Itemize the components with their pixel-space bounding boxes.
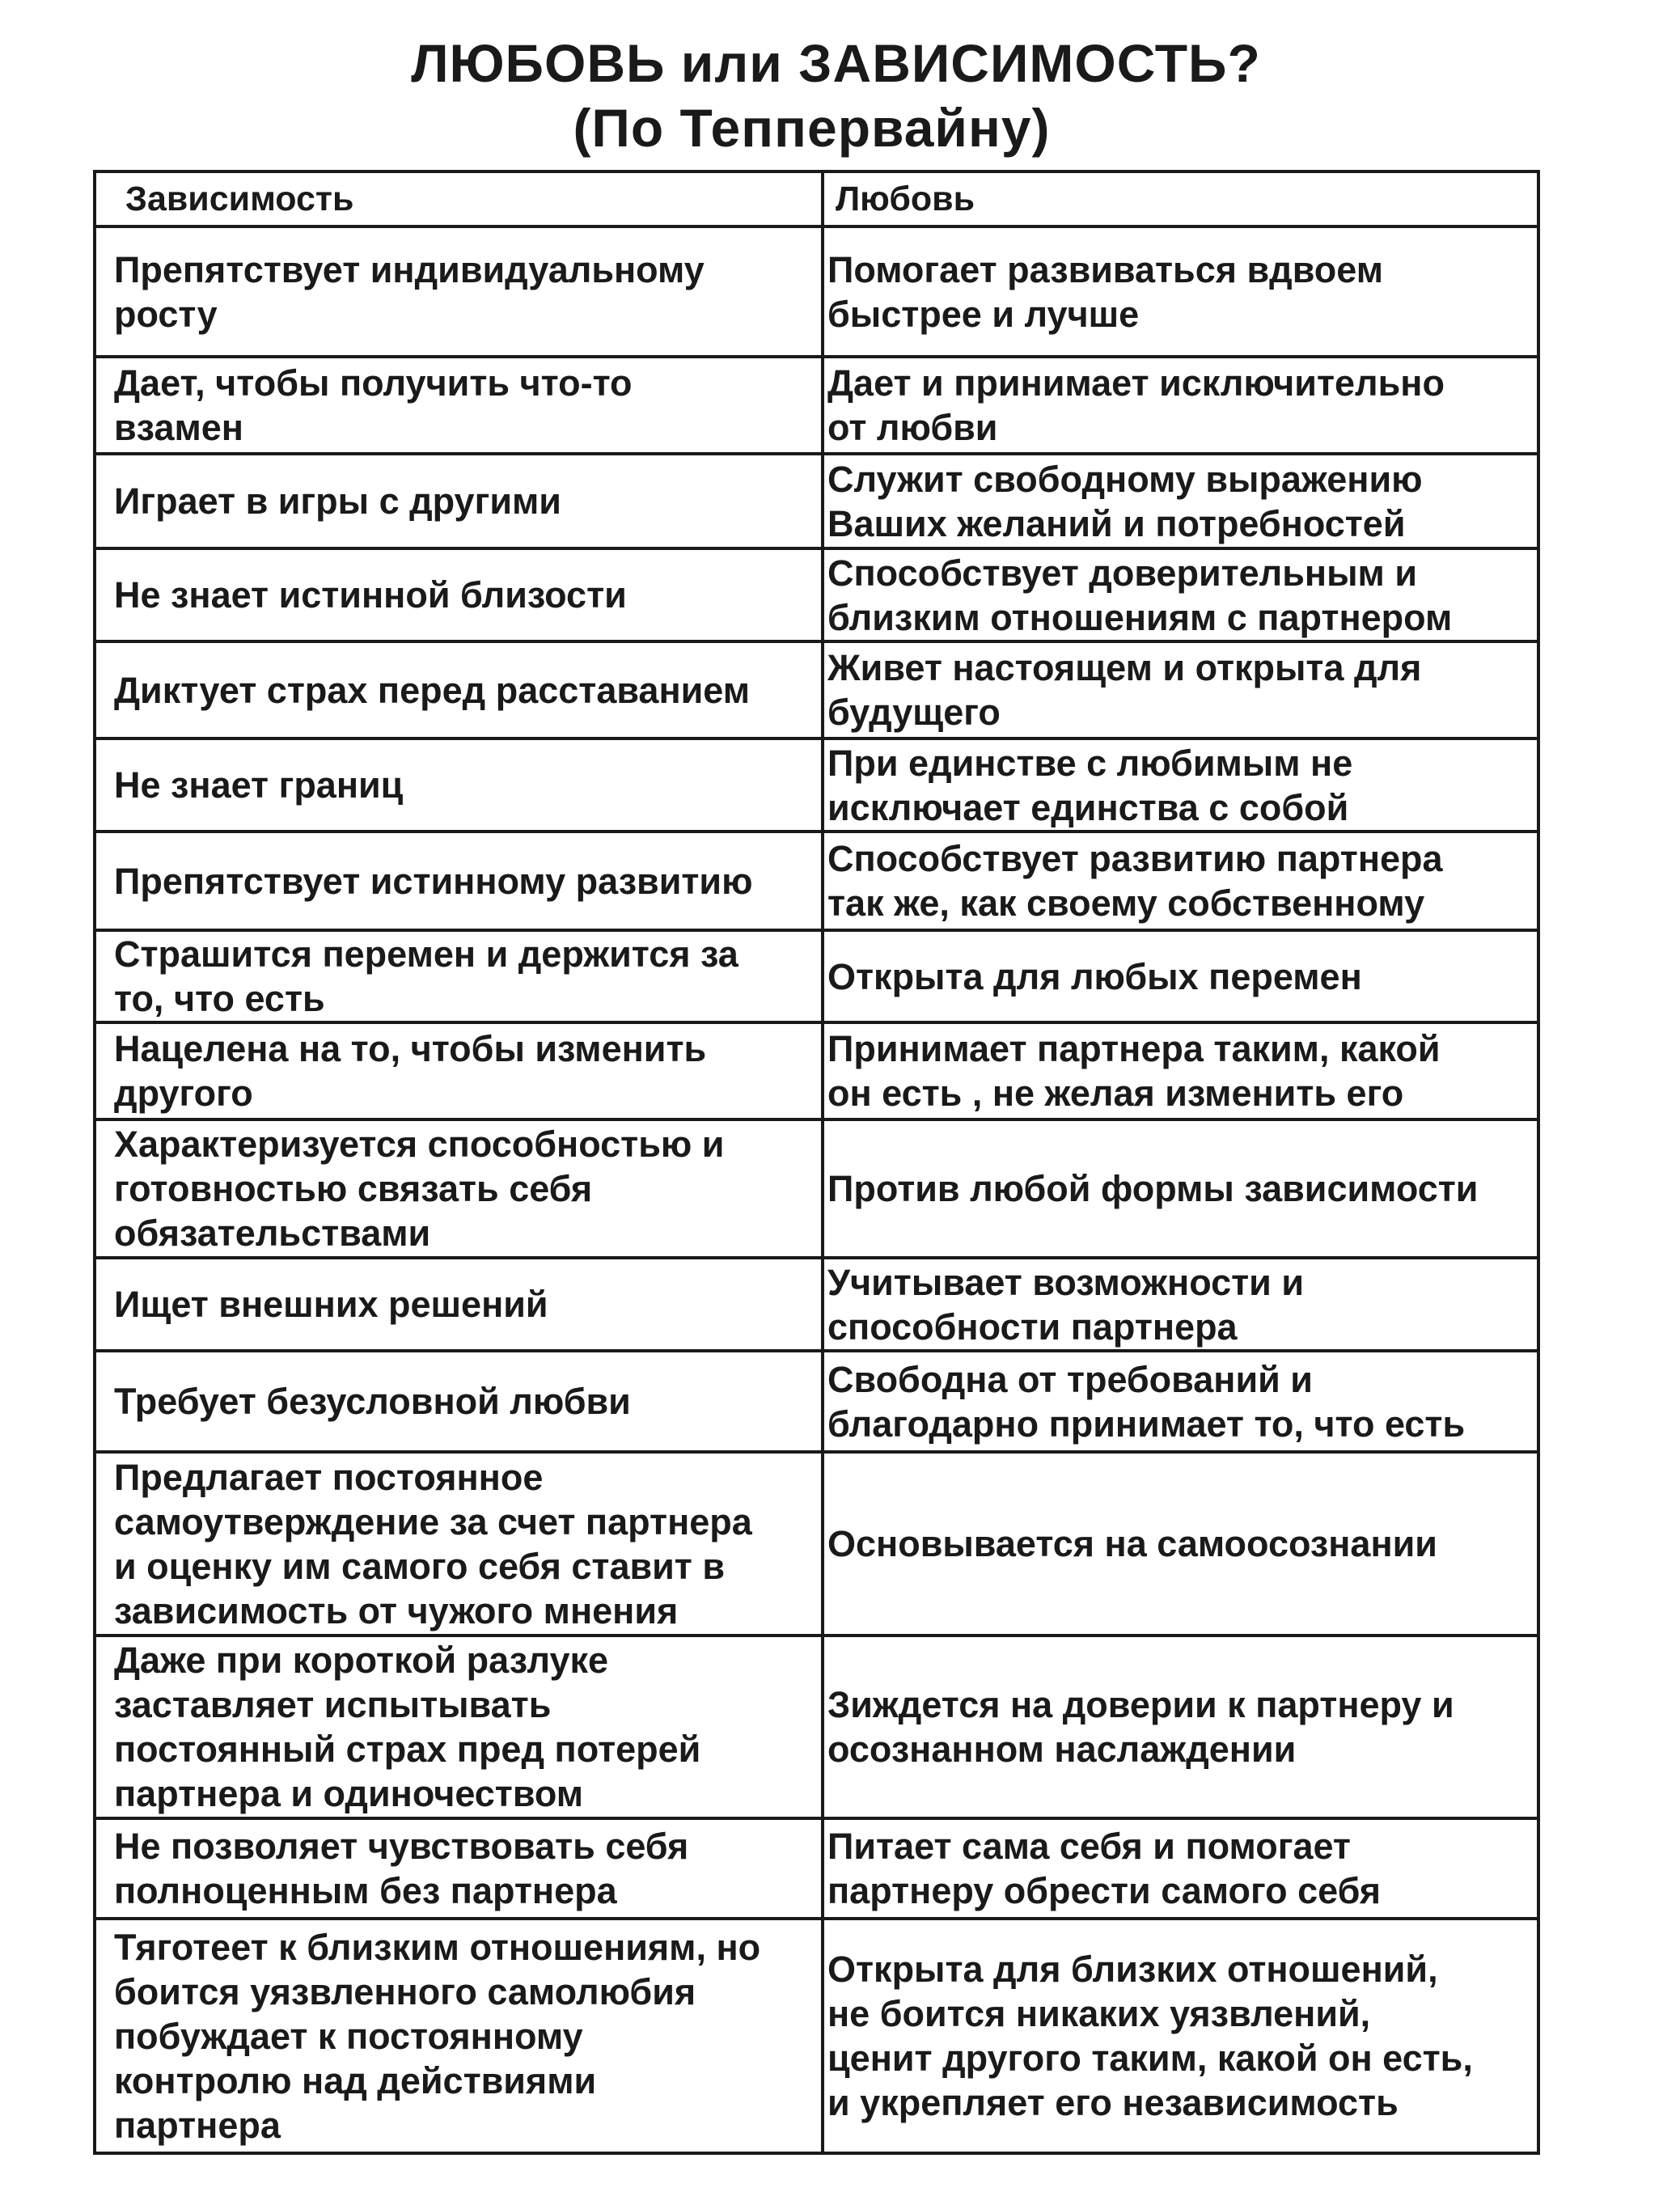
table-row xyxy=(95,1022,1538,1119)
header-love: Любовь xyxy=(823,171,1538,226)
comparison-table xyxy=(93,170,1540,2155)
love-cell: Принимает партнера таким, какой он есть , не желая изменить его xyxy=(823,1022,1538,1119)
dependence-cell: Препятствует индивидуальному росту xyxy=(95,226,823,357)
love-cell: Свободна от требований и благодарно принимает то, что есть xyxy=(823,1351,1538,1452)
love-cell: При единстве с любимым не исключает единства с собой xyxy=(823,738,1538,832)
table-row xyxy=(95,1919,1538,2153)
table-row xyxy=(95,1818,1538,1919)
document-title xyxy=(0,31,1680,160)
table-row xyxy=(95,930,1538,1022)
table-row xyxy=(95,1636,1538,1818)
dependence-cell: Даже при короткой разлуке заставляет испытывать постоянный страх пред потерей партнера и одиночеством xyxy=(95,1636,823,1818)
dependence-cell: Страшится перемен и держится за то, что есть xyxy=(95,930,823,1022)
love-cell: Зиждется на доверии к партнеру и осознанном наслаждении xyxy=(823,1636,1538,1818)
love-cell: Способствует доверительным и близким отношениям с партнером xyxy=(823,548,1538,641)
table-header-row xyxy=(95,171,1538,226)
dependence-cell: Характеризуется способностью и готовностью связать себя обязательствами xyxy=(95,1119,823,1258)
table-row xyxy=(95,226,1538,357)
love-cell: Живет настоящем и открыта для будущего xyxy=(823,641,1538,738)
dependence-cell: Нацелена на то, чтобы изменить другого xyxy=(95,1022,823,1119)
love-cell: Учитывает возможности и способности партнера xyxy=(823,1258,1538,1351)
love-cell: Основывается на самоосознании xyxy=(823,1452,1538,1636)
table-row xyxy=(95,641,1538,738)
dependence-cell: Требует безусловной любви xyxy=(95,1351,823,1452)
title-line-1: ЛЮБОВЬ или ЗАВИСИМОСТЬ? xyxy=(411,33,1261,93)
love-cell: Открыта для любых перемен xyxy=(823,930,1538,1022)
header-dependence: Зависимость xyxy=(95,171,823,226)
love-cell: Против любой формы зависимости xyxy=(823,1119,1538,1258)
dependence-cell: Препятствует истинному развитию xyxy=(95,832,823,930)
table-row xyxy=(95,1119,1538,1258)
table-row xyxy=(95,454,1538,548)
table-row xyxy=(95,1351,1538,1452)
love-cell: Служит свободному выражению Ваших желаний и потребностей xyxy=(823,454,1538,548)
love-cell: Питает сама себя и помогает партнеру обрести самого себя xyxy=(823,1818,1538,1919)
table-row xyxy=(95,1452,1538,1636)
dependence-cell: Не знает истинной близости xyxy=(95,548,823,641)
dependence-cell: Не позволяет чувствовать себя полноценным без партнера xyxy=(95,1818,823,1919)
table-row xyxy=(95,738,1538,832)
dependence-cell: Не знает границ xyxy=(95,738,823,832)
dependence-cell: Тяготеет к близким отношениям, но боится уязвленного самолюбия побуждает к постоянному контролю над действиями партнера xyxy=(95,1919,823,2153)
dependence-cell: Играет в игры с другими xyxy=(95,454,823,548)
love-cell: Открыта для близких отношений, не боится никаких уязвлений, ценит другого таким, какой он есть, и укрепляет его независимость xyxy=(823,1919,1538,2153)
dependence-cell: Предлагает постоянное самоутверждение за счет партнера и оценку им самого себя ставит в зависимость от чужого мнения xyxy=(95,1452,823,1636)
table-row xyxy=(95,1258,1538,1351)
love-cell: Способствует развитию партнера так же, как своему собственному xyxy=(823,832,1538,930)
table-row xyxy=(95,357,1538,454)
dependence-cell: Ищет внешних решений xyxy=(95,1258,823,1351)
table-row xyxy=(95,832,1538,930)
title-line-2: (По Теппервайну) xyxy=(573,98,1051,158)
dependence-cell: Диктует страх перед расставанием xyxy=(95,641,823,738)
table-row xyxy=(95,548,1538,641)
love-cell: Помогает развиваться вдвоем быстрее и лучше xyxy=(823,226,1538,357)
love-cell: Дает и принимает исключительно от любви xyxy=(823,357,1538,454)
dependence-cell: Дает, чтобы получить что-то взамен xyxy=(95,357,823,454)
